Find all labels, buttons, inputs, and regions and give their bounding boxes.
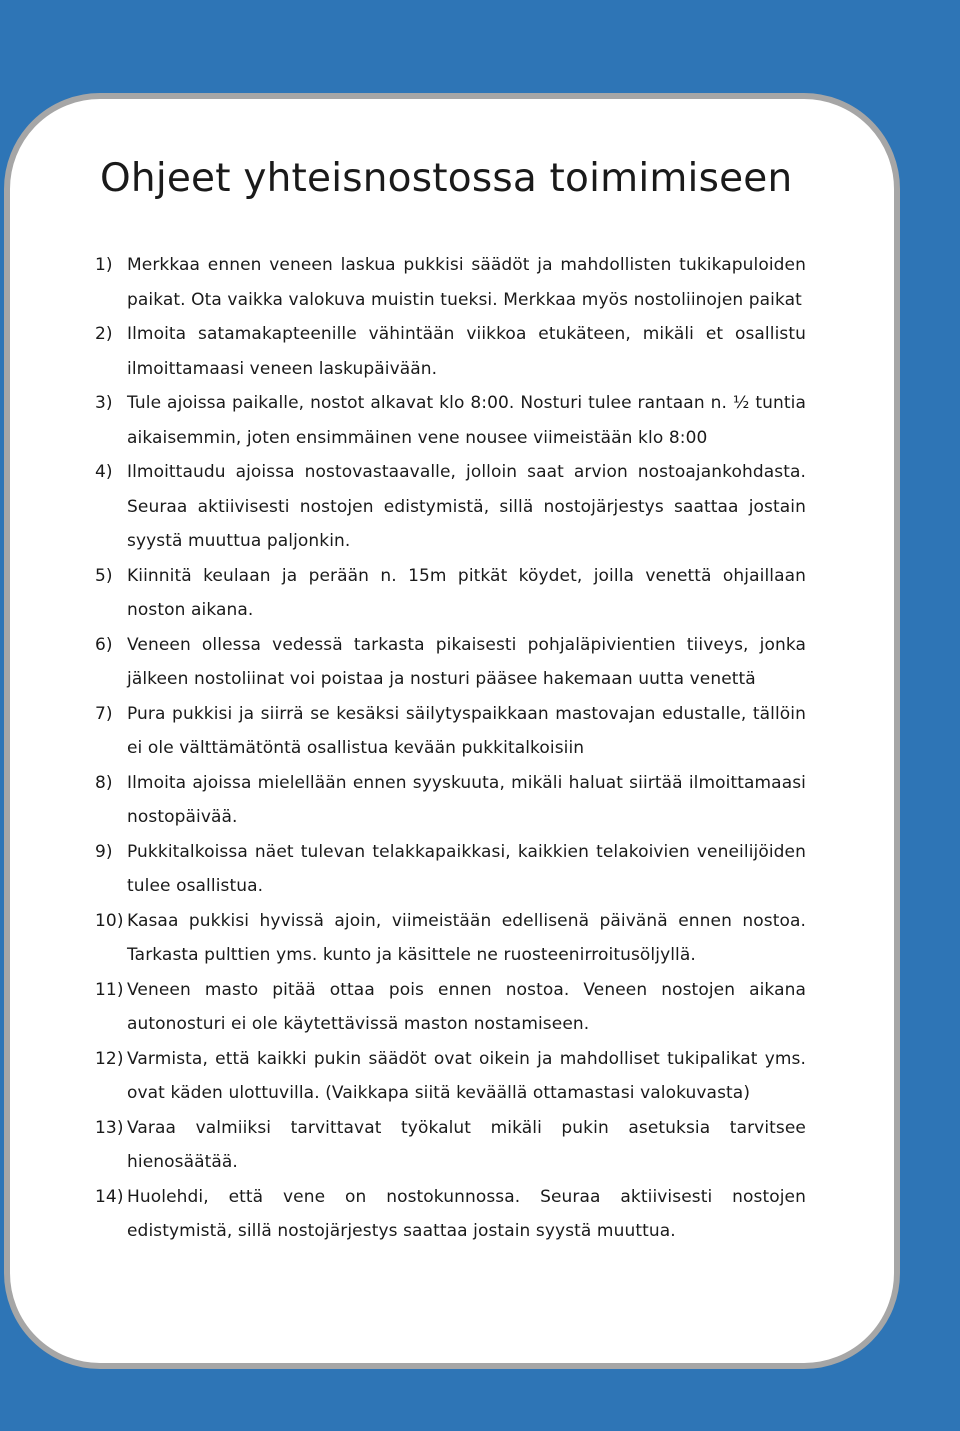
- item-text: Ilmoita satamakapteenille vähintään viikkoa etukäteen, mikäli et osallistu ilmoittamaasi veneen laskupäivään.: [127, 324, 806, 379]
- list-item: [95, 455, 806, 559]
- item-number: 11): [95, 979, 124, 1000]
- list-item: [95, 1180, 806, 1249]
- item-number: 5): [95, 565, 113, 586]
- page-title: Ohjeet yhteisnostossa toimimiseen: [100, 156, 793, 201]
- instructions-list: [95, 248, 806, 1249]
- list-item: [95, 697, 806, 766]
- list-item: [95, 973, 806, 1042]
- item-text: Merkkaa ennen veneen laskua pukkisi säädöt ja mahdollisten tukikapuloiden paikat. Ota vaikka valokuva muistin tueksi. Merkkaa myös nostoliinojen paikat: [127, 255, 806, 310]
- item-number: 12): [95, 1048, 124, 1069]
- item-text: Kiinnitä keulaan ja perään n. 15m pitkät köydet, joilla venettä ohjaillaan noston aikana.: [127, 565, 806, 620]
- item-number: 7): [95, 703, 113, 724]
- item-text: Kasaa pukkisi hyvissä ajoin, viimeistään edellisenä päivänä ennen nostoa. Tarkasta pulttien yms. kunto ja käsittele ne ruosteenirroitusöljyllä.: [127, 910, 806, 965]
- item-number: 1): [95, 255, 113, 275]
- item-text: Tule ajoissa paikalle, nostot alkavat klo 8:00. Nosturi tulee rantaan n. ½ tuntia aikaisemmin, joten ensimmäinen vene nousee viimeistään klo 8:00: [127, 393, 806, 448]
- item-number: 4): [95, 462, 113, 482]
- list-item: [95, 1042, 806, 1111]
- list-item: [95, 386, 806, 455]
- item-number: 14): [95, 1186, 124, 1207]
- item-number: 8): [95, 772, 113, 793]
- list-item: [95, 904, 806, 973]
- item-number: 13): [95, 1117, 124, 1138]
- list-item: [95, 317, 806, 386]
- item-number: 2): [95, 324, 113, 344]
- item-text: Varmista, että kaikki pukin säädöt ovat oikein ja mahdolliset tukipalikat yms. ovat käden ulottuvilla. (Vaikkapa siitä keväällä ottamastasi valokuvasta): [127, 1048, 806, 1103]
- list-item: [95, 248, 806, 317]
- list-item: [95, 766, 806, 835]
- list-item: [95, 559, 806, 628]
- list-item: [95, 628, 806, 697]
- item-number: 10): [95, 910, 124, 931]
- list-item: [95, 835, 806, 904]
- item-number: 3): [95, 393, 113, 413]
- item-text: Veneen masto pitää ottaa pois ennen nostoa. Veneen nostojen aikana autonosturi ei ole käytettävissä maston nostamiseen.: [127, 979, 806, 1034]
- item-text: Ilmoita ajoissa mielellään ennen syyskuuta, mikäli haluat siirtää ilmoittamaasi nostopäivää.: [127, 772, 806, 827]
- item-text: Huolehdi, että vene on nostokunnossa. Seuraa aktiivisesti nostojen edistymistä, sillä nostojärjestys saattaa jostain syystä muuttua.: [127, 1186, 806, 1241]
- item-text: Varaa valmiiksi tarvittavat työkalut mikäli pukin asetuksia tarvitsee hienosäätää.: [127, 1117, 806, 1172]
- item-number: 6): [95, 634, 113, 655]
- item-number: 9): [95, 841, 113, 862]
- item-text: Pura pukkisi ja siirrä se kesäksi säilytyspaikkaan mastovajan edustalle, tällöin ei ole välttämätöntä osallistua kevään pukkitalkoisiin: [127, 703, 806, 758]
- list-item: [95, 1111, 806, 1180]
- item-text: Pukkitalkoissa näet tulevan telakkapaikkasi, kaikkien telakoivien veneilijöiden tulee osallistua.: [127, 841, 806, 896]
- item-text: Veneen ollessa vedessä tarkasta pikaisesti pohjaläpivientien tiiveys, jonka jälkeen nostoliinat voi poistaa ja nosturi pääsee hakemaan uutta venettä: [127, 634, 806, 689]
- item-text: Ilmoittaudu ajoissa nostovastaavalle, jolloin saat arvion nostoajankohdasta. Seuraa aktiivisesti nostojen edistymistä, sillä nostojärjestys saattaa jostain syystä muuttua paljonkin.: [127, 462, 806, 551]
